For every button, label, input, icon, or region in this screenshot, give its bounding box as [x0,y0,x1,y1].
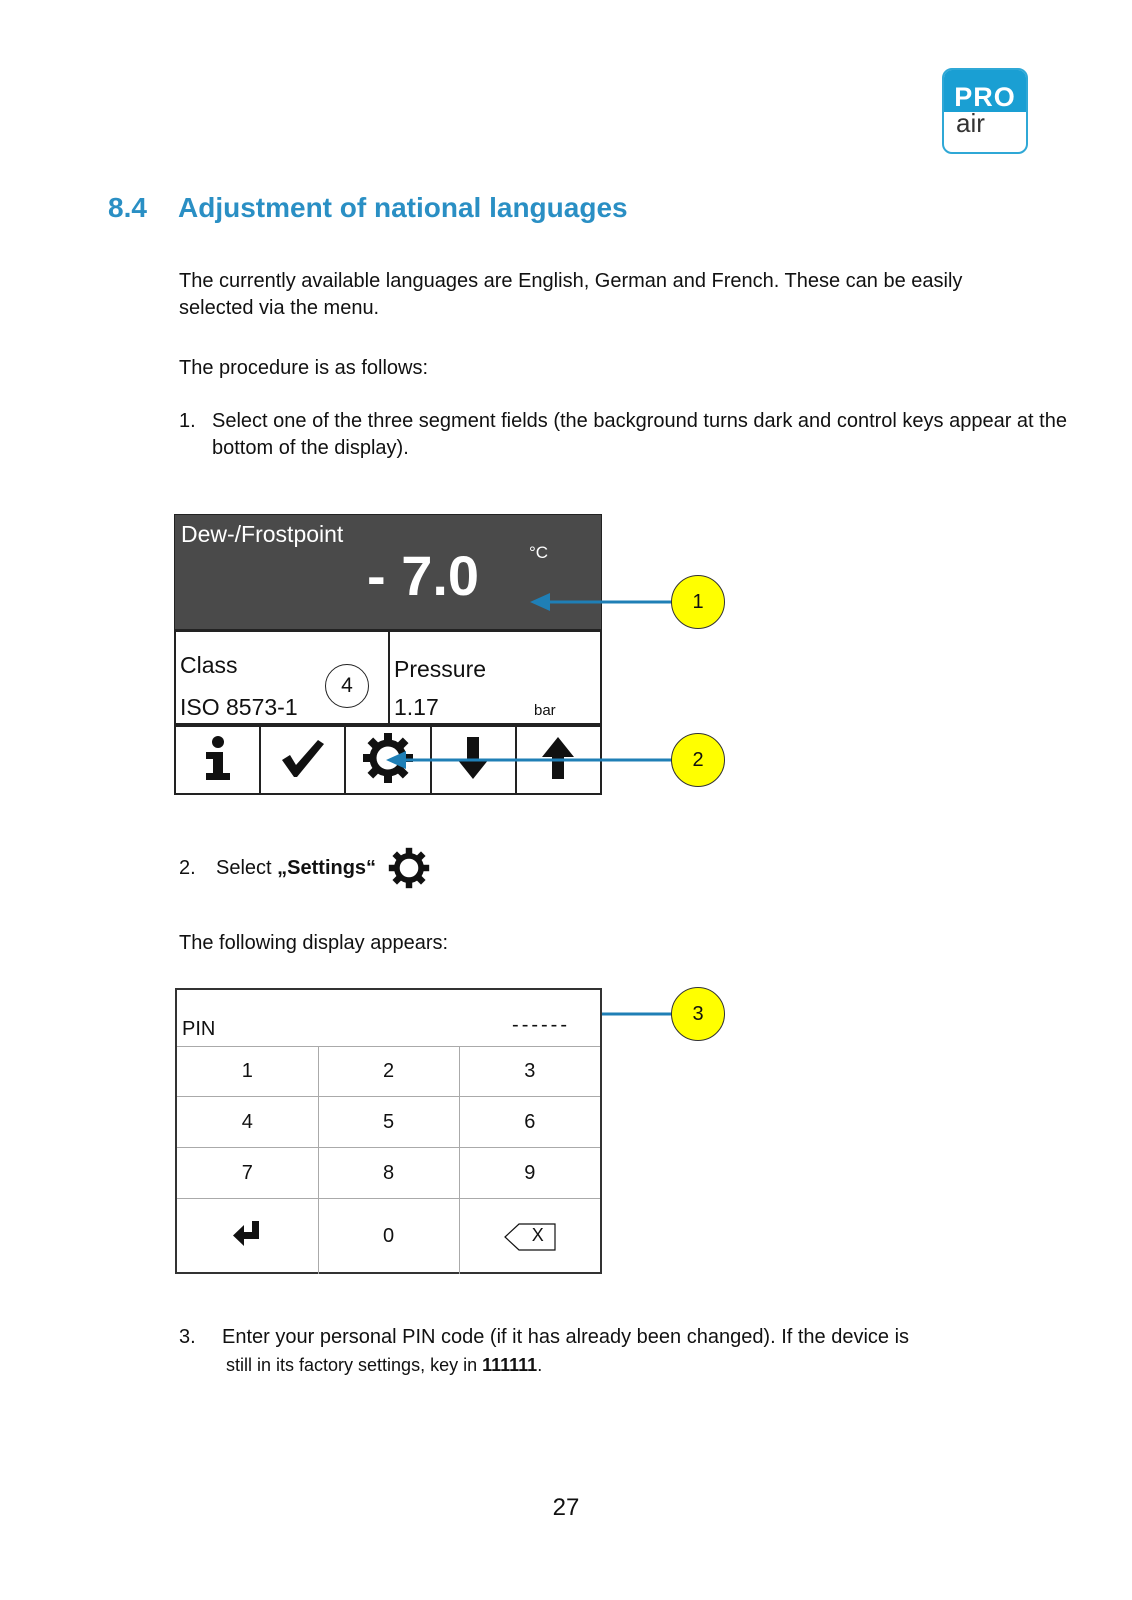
key-4[interactable]: 4 [177,1097,318,1148]
step3-line1: Enter your personal PIN code (if it has already been changed). If the device is [222,1326,910,1348]
class-label: Class [180,652,238,678]
step3-line2 [226,1352,542,1379]
intro-paragraph: The currently available languages are English, German and French. These can be easily selected via the menu. [179,270,963,319]
pin-label: PIN [182,1018,216,1040]
key-2[interactable]: 2 [318,1047,459,1097]
step1-number: 1. [179,410,196,432]
callout-3: 3 [671,987,725,1041]
dewpoint-unit: °C [529,543,549,562]
factory-pin: 111111 [482,1355,538,1375]
page-number: 27 [552,1494,580,1521]
settings-gear-icon [388,847,430,894]
step3-line2-prefix: still in its factory settings, key in [226,1355,483,1375]
step2-text [216,855,376,882]
pressure-unit: bar [534,702,556,719]
class-value: ISO 8573-1 [180,694,298,720]
key-9[interactable]: 9 [459,1148,600,1199]
backspace-key[interactable] [459,1199,600,1274]
key-7[interactable]: 7 [177,1148,318,1199]
dewpoint-label: Dew-/Frostpoint [181,521,344,547]
step1-text: Select one of the three segment fields (the background turns dark and control keys appear at the bottom of the display). [212,410,1067,459]
key-6[interactable]: 6 [459,1097,600,1148]
step3-line2-suffix: . [537,1355,543,1375]
pressure-label: Pressure [394,656,487,682]
key-0[interactable]: 0 [318,1199,459,1274]
callout-1: 1 [671,575,725,629]
key-5[interactable]: 5 [318,1097,459,1148]
key-8[interactable]: 8 [318,1148,459,1199]
backspace-label: X [531,1224,544,1245]
logo-line2: air [956,108,985,138]
section-title: Adjustment of national languages [178,192,628,223]
step2-number: 2. [179,857,196,879]
pin-keypad [177,1047,600,1274]
backspace-icon [504,1223,556,1251]
key-3[interactable]: 3 [459,1047,600,1097]
enter-key[interactable] [177,1199,318,1274]
following-text: The following display appears: [179,932,449,954]
section-number: 8.4 [108,192,147,223]
step3-number: 3. [179,1326,196,1348]
pin-entry-row [177,990,600,1047]
step2-settings: „Settings“ [277,857,377,879]
key-1[interactable]: 1 [177,1047,318,1097]
enter-icon [232,1232,262,1254]
callout-2: 2 [671,733,725,787]
procedure-intro: The procedure is as follows: [179,357,429,379]
marker-4: 4 [325,664,369,708]
dewpoint-value: - 7.0 [367,544,480,607]
pin-display [175,988,602,1274]
step2-prefix: Select [216,857,278,879]
pressure-value: 1.17 [394,694,439,720]
logo-line1: PRO [954,82,1016,112]
pin-dots: ------ [512,1014,570,1036]
